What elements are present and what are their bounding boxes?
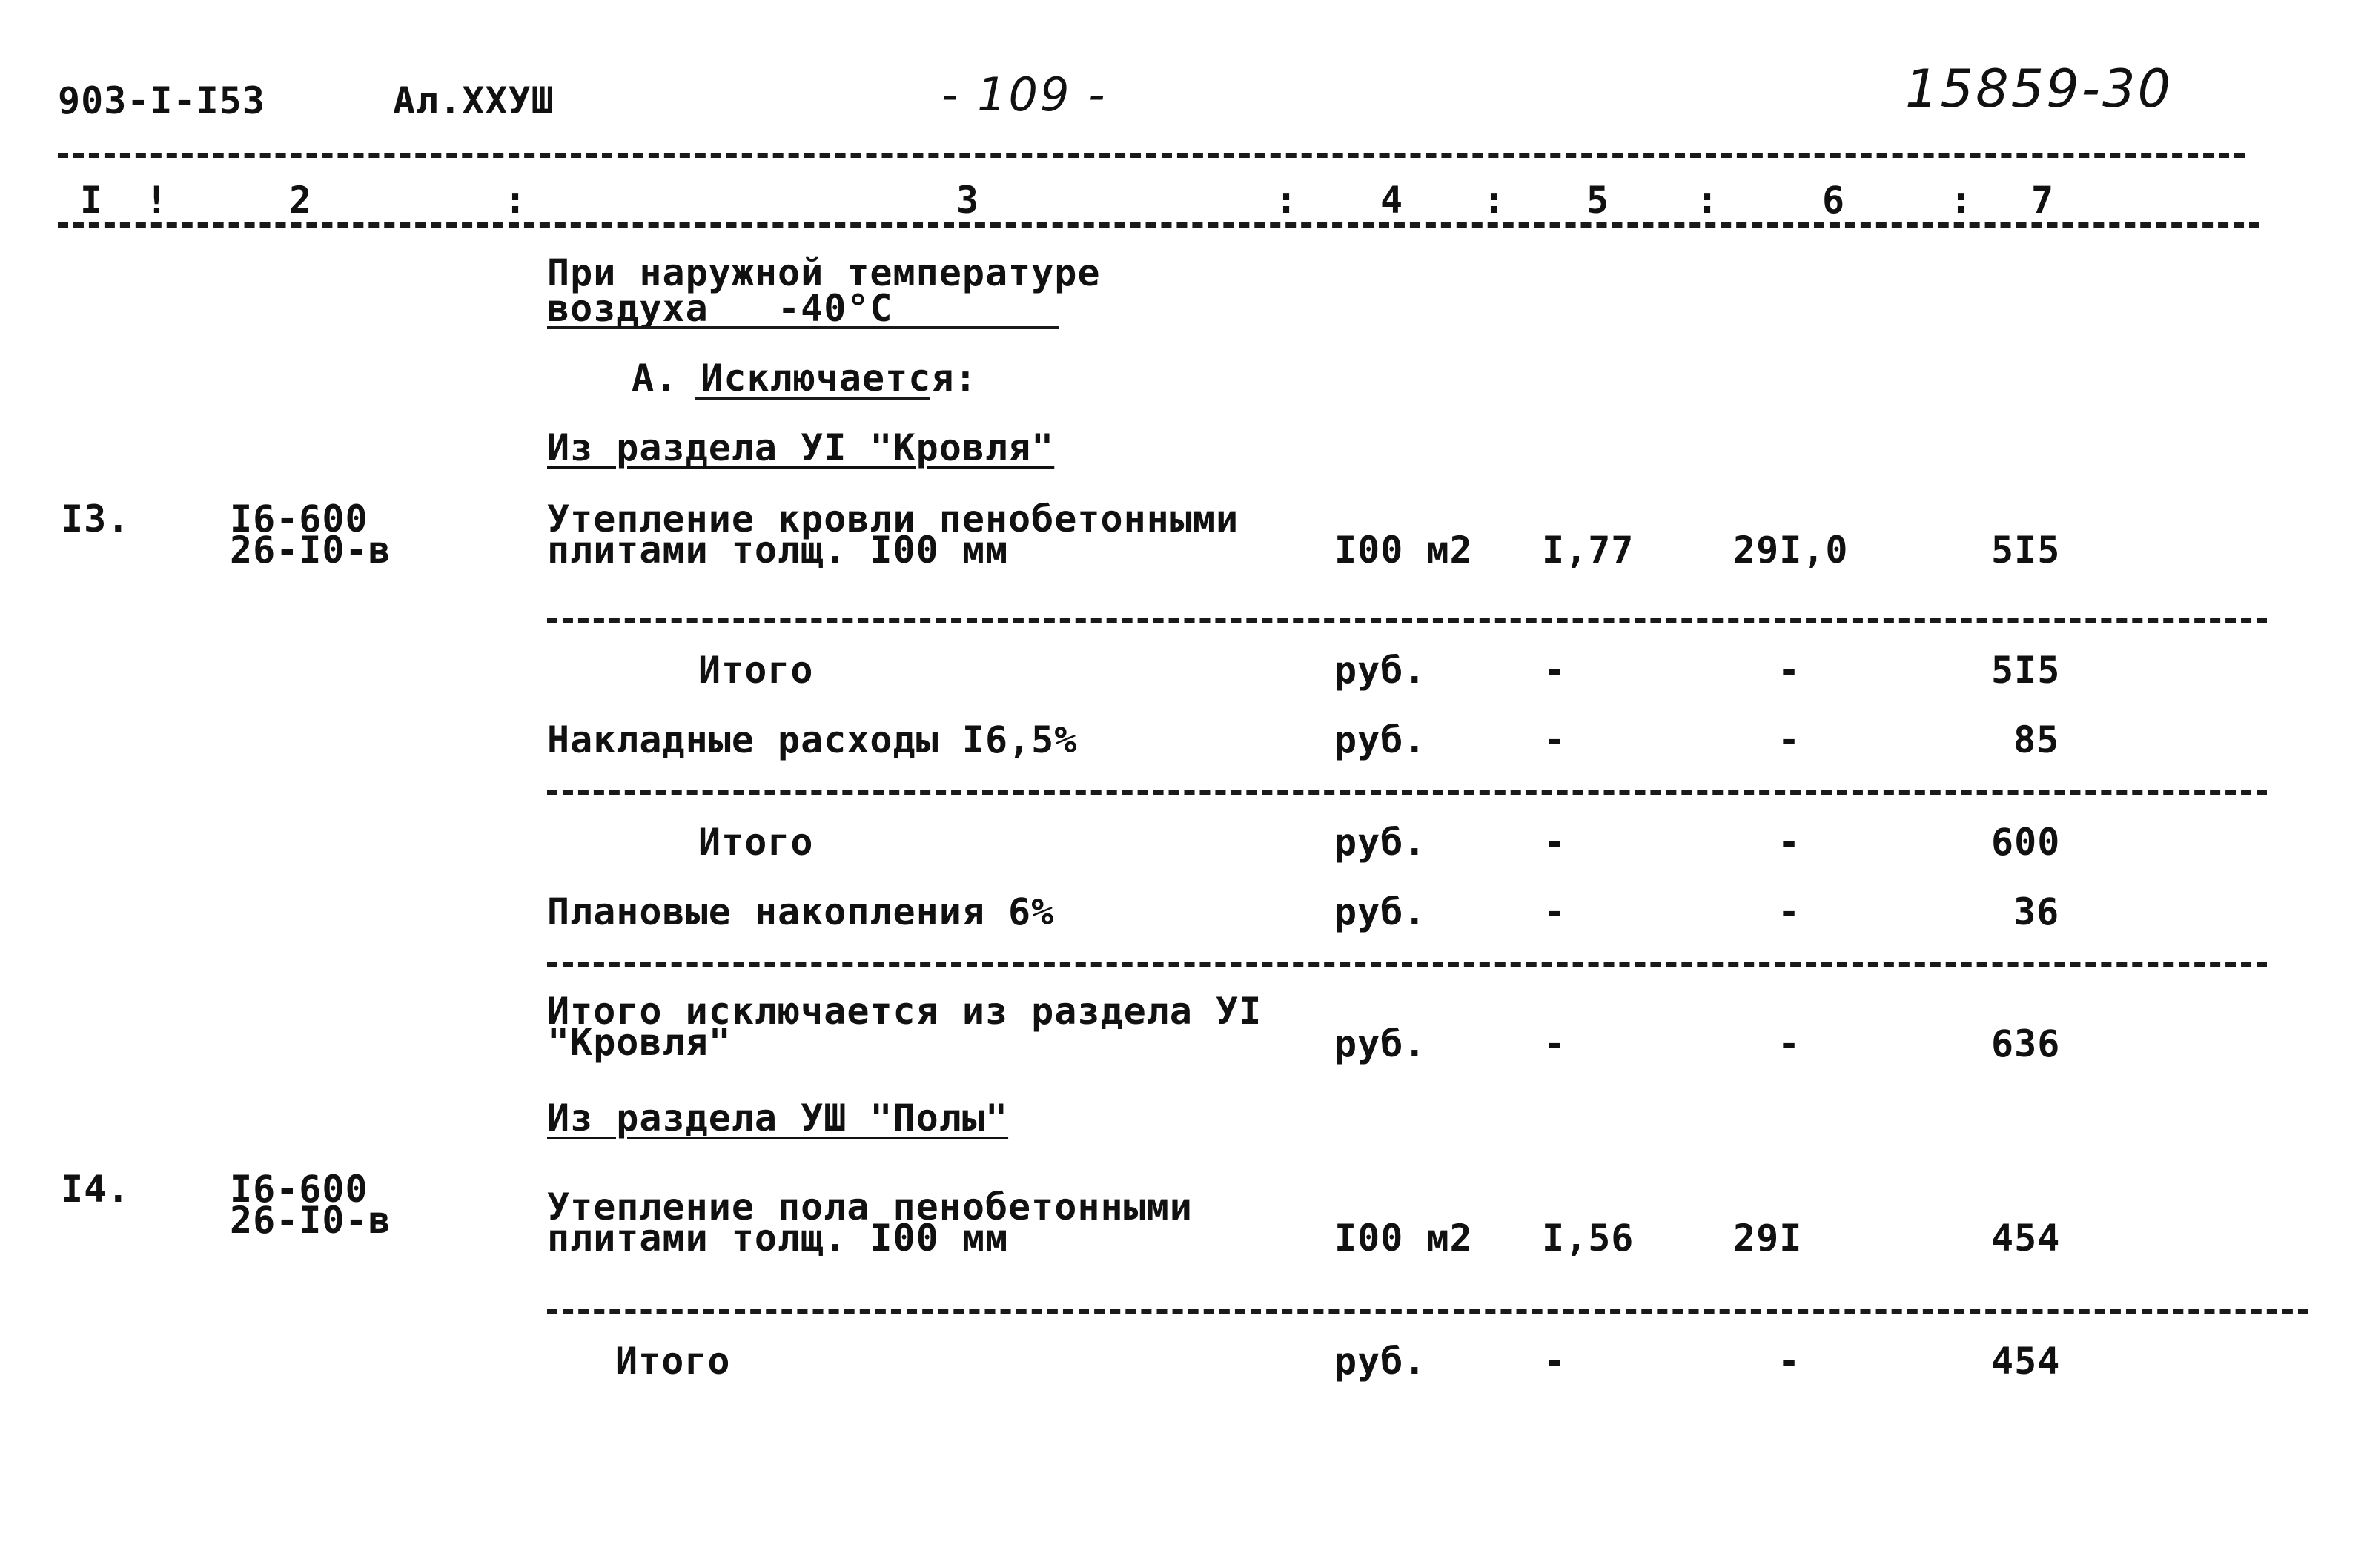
roof-overhead-label: Накладные расходы I6,5% [547, 718, 1078, 761]
column-3-header: 3 [956, 179, 980, 222]
roof-overhead-unit: руб. [1334, 718, 1427, 761]
roof-profit-label: Плановые накопления 6% [547, 890, 1055, 933]
roof-subtotal-2-col5: - [1543, 821, 1567, 864]
roof-unit-price: 29I,0 [1733, 529, 1849, 572]
column-2-header: 2 [289, 179, 313, 222]
roof-subtotal-2-value: 600 [1991, 821, 2061, 864]
roof-excluded-total-line-2: "Кровля" [547, 1021, 732, 1064]
condition-line-2: воздуха -40°С [547, 287, 893, 330]
column-separator: : [1696, 179, 1720, 222]
floors-subtotal-label: Итого [615, 1340, 731, 1383]
column-4-header: 4 [1380, 179, 1404, 222]
roof-subtotal-1-unit: руб. [1334, 649, 1427, 692]
roof-excluded-total-col6: - [1778, 1022, 1801, 1065]
floors-description-line-1: Утепление пола пенобетонными [547, 1185, 1193, 1228]
column-header-divider [58, 222, 2259, 228]
floors-code-line-2: 26-I0-в [230, 1199, 391, 1242]
roof-quantity: I,77 [1542, 529, 1635, 572]
column-5-header: 5 [1586, 179, 1610, 222]
roof-subtotal-1-value: 5I5 [1991, 649, 2061, 692]
doc-code: 903-I-I53 [58, 79, 265, 122]
column-7-header: 7 [2031, 179, 2055, 222]
column-separator: : [1950, 179, 1973, 222]
roof-total: 5I5 [1991, 529, 2061, 572]
column-separator: ! [145, 179, 169, 222]
column-separator: : [1483, 179, 1506, 222]
roof-divider-1 [547, 618, 2267, 623]
roof-overhead-value: 85 [2013, 718, 2060, 761]
roof-divider-3 [547, 962, 2267, 967]
roof-excluded-total-unit: руб. [1334, 1022, 1427, 1065]
roof-overhead-col6: - [1778, 718, 1801, 761]
floors-subtotal-col6: - [1778, 1340, 1801, 1383]
floors-section-title: Из раздела УШ "Полы" [547, 1096, 1009, 1139]
roof-code-line-1: I6-600 [230, 497, 368, 540]
floors-unit-price: 29I [1733, 1217, 1803, 1260]
floors-code-line-1: I6-600 [230, 1168, 368, 1211]
album-number: Ал.XXУШ [393, 79, 554, 122]
roof-profit-unit: руб. [1334, 890, 1427, 933]
column-separator: : [504, 179, 528, 222]
column-separator: : [1275, 179, 1299, 222]
roof-description-line-1: Утепление кровли пенобетонными [547, 497, 1239, 540]
floors-divider [547, 1309, 2308, 1314]
condition-line-1: При наружной температуре [547, 251, 1101, 294]
floors-unit: I00 м2 [1334, 1217, 1473, 1260]
condition-underline [547, 326, 1059, 329]
page-number: - 109 - [941, 67, 1107, 122]
roof-overhead-col5: - [1543, 718, 1567, 761]
section-a-heading: А. Исключается: [632, 357, 978, 400]
roof-code-line-2: 26-I0-в [230, 529, 391, 572]
column-6-header: 6 [1822, 179, 1846, 222]
floors-subtotal-value: 454 [1991, 1340, 2061, 1383]
section-a-underline [695, 397, 930, 400]
floors-total: 454 [1991, 1217, 2061, 1260]
roof-description-line-2: плитами толщ. I00 мм [547, 529, 1009, 572]
roof-excluded-total-value: 636 [1991, 1022, 2061, 1065]
roof-item-number: I3. [61, 497, 130, 540]
column-1-header: I [80, 179, 104, 222]
roof-profit-col6: - [1778, 890, 1801, 933]
floors-subtotal-unit: руб. [1334, 1340, 1427, 1383]
roof-section-title: Из раздела УI "Кровля" [547, 426, 1055, 469]
roof-subtotal-2-unit: руб. [1334, 821, 1427, 864]
roof-excluded-total-col5: - [1543, 1022, 1567, 1065]
floors-subtotal-col5: - [1543, 1340, 1567, 1383]
floors-description-line-2: плитами толщ. I00 мм [547, 1217, 1009, 1260]
roof-excluded-total-line-1: Итого исключается из раздела УI [547, 990, 1262, 1033]
roof-subtotal-1-col5: - [1543, 649, 1567, 692]
roof-profit-value: 36 [2013, 890, 2060, 933]
header-divider [58, 153, 2245, 158]
roof-subtotal-2-label: Итого [698, 821, 814, 864]
floors-item-number: I4. [61, 1168, 130, 1211]
roof-subtotal-1-col6: - [1778, 649, 1801, 692]
roof-subtotal-1-label: Итого [698, 649, 814, 692]
roof-unit: I00 м2 [1334, 529, 1473, 572]
roof-subtotal-2-col6: - [1778, 821, 1801, 864]
sheet-number: 15859-30 [1905, 59, 2173, 119]
floors-quantity: I,56 [1542, 1217, 1635, 1260]
roof-divider-2 [547, 790, 2267, 795]
roof-profit-col5: - [1543, 890, 1567, 933]
